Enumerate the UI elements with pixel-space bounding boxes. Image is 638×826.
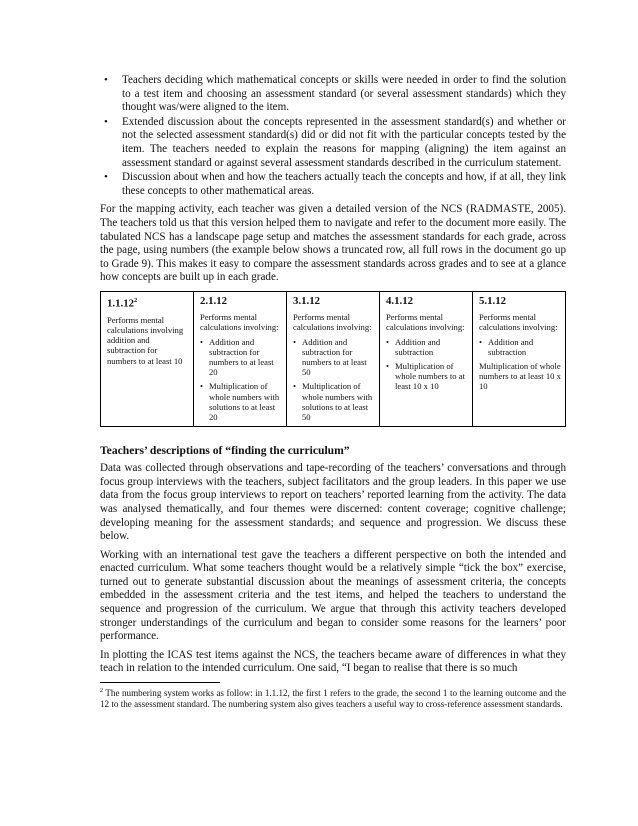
table-cell: [380, 291, 473, 426]
international-test-paragraph: Working with an international test gave the teachers a different perspective on both the intended and enacted curriculum. What some teachers thought would be a relatively simple “tick the box” exercise, turned out to generate substantial discussion about the meanings of assessment criteria, the concepts embedded in the assessment criteria and the test items, and helped the teachers to understand the sequence and progression of the curriculum. We argue that through this activity teachers developed stronger understandings of the curriculum and began to consider some reasons for the learners’ poor performance.: [100, 548, 566, 643]
standard-bullet: • Addition and subtraction for numbers to at least 50: [293, 336, 367, 378]
bullet-dot-icon: •: [104, 74, 108, 86]
bullet-item: • Extended discussion about the concepts represented in the assessment standard(s) and whether or not the selected assessment standard(s) did or did not fit with the particular concepts tested by the item. The teachers needed to explain the reasons for mapping (aligning) the item against an assessment standard or against several assessment standards described in the curriculum statement.: [104, 115, 566, 169]
bullet-dot-icon: •: [104, 115, 108, 128]
standard-code: 4.1.12: [386, 294, 413, 307]
table-row: [101, 291, 566, 426]
bullet-dot-icon: •: [200, 381, 204, 392]
mapping-paragraph: For the mapping activity, each teacher was given a detailed version of the NCS (RADMASTE, 2005). The teachers told us that this version helped them to navigate and refer to the document more easily. The tabulated NCS has a landscape page setup and matches the assessment standards for each grade, across the page, using numbers (the example below shows a truncated row, all full rows in the document go up to Grade 9). This makes it easy to compare the assessment standards across grades and to see at a glance how concepts are built up in each grade.: [100, 203, 566, 284]
footnote-ref: 2: [134, 296, 138, 304]
standard-bullet: • Multiplication of whole numbers with solutions to at least 50: [293, 381, 373, 422]
table-cell: [101, 291, 194, 426]
footnote-divider: [100, 682, 220, 683]
standard-text: Performs mental calculations involving addition and subtraction for numbers to at least 10: [107, 314, 184, 366]
bullet-dot-icon: •: [200, 336, 204, 347]
standard-text: Performs mental calculations involving:: [293, 312, 372, 333]
bullet-dot-icon: •: [293, 336, 297, 347]
standard-text: Performs mental calculations involving:: [479, 312, 558, 333]
bullet-item: • Discussion about when and how the teachers actually teach the concepts and how, if at all, they link these concepts to other mathematical areas.: [104, 171, 566, 197]
standard-code: 3.1.12: [293, 294, 320, 307]
plotting-paragraph: In plotting the ICAS test items against the NCS, the teachers became aware of differences in what they teach in relation to the intended curriculum. One said, “I began to realise that there is so much: [100, 648, 566, 675]
standard-code: 2.1.12: [200, 294, 227, 307]
bullet-dot-icon: •: [479, 336, 483, 347]
data-collection-paragraph: Data was collected through observations and tape-recording of the teachers’ conversations and through focus group interviews with the teachers, subject facilitators and the group leaders. In this paper we use data from the focus group interviews to report on teachers’ reported learning from the activity. The data was analysed thematically, and four themes were discerned: content coverage; cognitive challenge; developing meaning for the assessment standards; and sequence and progression. We discuss these below.: [100, 462, 566, 543]
standard-text: Multiplication of whole numbers to at least 10 x 10: [479, 360, 561, 392]
table-cell: [287, 291, 380, 426]
standard-code: 1.1.12$^2$: [107, 296, 138, 310]
bullet-dot-icon: •: [104, 171, 108, 184]
bullet-dot-icon: •: [386, 360, 390, 371]
bullet-dot-icon: •: [293, 381, 297, 392]
table-cell: [473, 291, 566, 426]
assessment-standards-table: [100, 291, 566, 427]
footnote-text: The numbering system works as follow: in 1.1.12, the first 1 refers to the grade, the second 1 to the learning outcome and the 12 to the assessment standard. The numbering system also gives teachers a useful way to cross-reference assessment standards.: [100, 688, 566, 710]
standard-bullet: • Addition and subtraction for numbers to at least 20: [200, 336, 274, 378]
activity-bullet-list: [100, 74, 566, 198]
standard-bullet: • Multiplication of whole numbers to at least 10 x 10: [386, 360, 465, 392]
section-heading: Teachers’ descriptions of “finding the curriculum”: [100, 444, 350, 458]
bullet-item: • Teachers deciding which mathematical concepts or skills were needed in order to find the solution to a test item and choosing an assessment standard (or several assessment standards) which they thought was/were aligned to the item.: [104, 74, 566, 114]
table-cell: [194, 291, 287, 426]
bullet-dot-icon: •: [386, 336, 390, 347]
standard-code: 5.1.12: [479, 294, 506, 307]
footnote-marker: 2: [100, 688, 103, 695]
page-content: [100, 74, 566, 711]
footnote: [100, 686, 566, 711]
standard-bullet: • Addition and subtraction: [479, 336, 534, 357]
standard-bullet: • Addition and subtraction: [386, 336, 441, 357]
standard-bullet: • Multiplication of whole numbers with solutions to at least 20: [200, 381, 280, 422]
standard-text: Performs mental calculations involving:: [386, 312, 465, 333]
standard-text: Performs mental calculations involving:: [200, 312, 279, 333]
